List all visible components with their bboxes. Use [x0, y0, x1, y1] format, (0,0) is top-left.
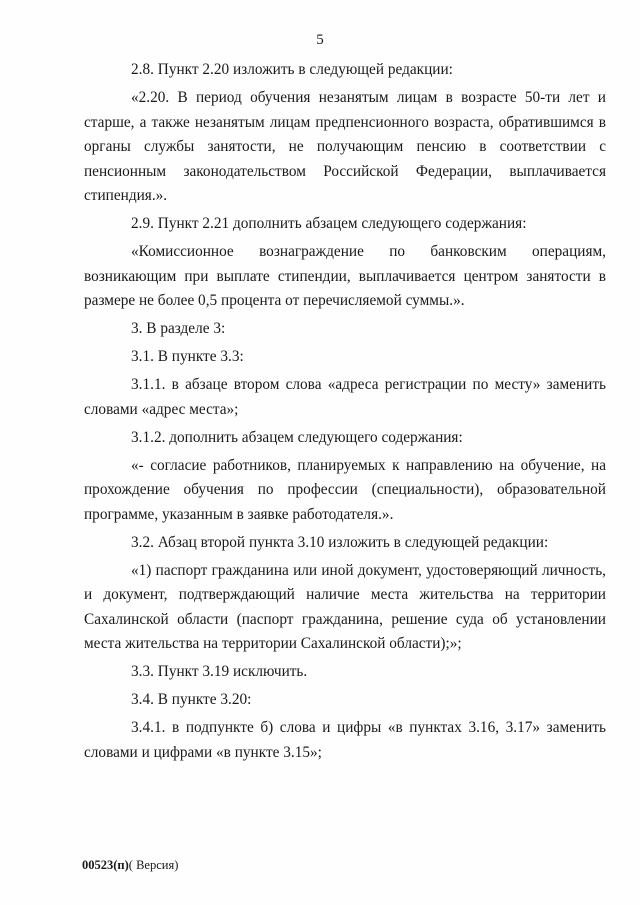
paragraph-3-3: 3.3. Пункт 3.19 исключить.	[131, 663, 308, 680]
paragraph-2-20-text: «2.20. В период обучения незанятым лицам в возрасте 50-ти лет и старше, а также незанятым лицам предпенсионного возраста, обратившимся в органы службы занятости, не получающим пенсию в соответствии с пенсионным законодательством Российской Федерации, выплачивается стипендия.».	[84, 89, 606, 204]
paragraph-2-9: 2.9. Пункт 2.21 дополнить абзацем следующего содержания:	[131, 215, 527, 232]
paragraph-2-8: 2.8. Пункт 2.20 изложить в следующей редакции:	[131, 61, 453, 78]
paragraph-consent-text: «- согласие работников, планируемых к направлению на обучение, на прохождение обучения по профессии (специальности), образовательной программе, указанным в заявке работодателя.».	[84, 456, 606, 523]
paragraph-3-2: 3.2. Абзац второй пункта 3.10 изложить в следующей редакции:	[131, 533, 549, 551]
paragraph-3-1-1: 3.1.1. в абзаце втором слова «адреса регистрации по месту» заменить словами «адрес места»;	[84, 376, 606, 418]
paragraph-section-3: 3. В разделе 3:	[131, 320, 226, 337]
footer-version: ( Версия)	[128, 858, 179, 872]
paragraph-3-1-2: 3.1.2. дополнить абзацем следующего содержания:	[131, 428, 463, 446]
paragraph-3-1: 3.1. В пункте 3.3:	[131, 348, 244, 365]
document-footer	[82, 858, 178, 873]
paragraph-passport-text: «1) паспорт гражданина или иной документ, удостоверяющий личность, и документ, подтверждающий наличие места жительства на территории Сахалинской области (паспорт гражданина, решение суда об установлении места жительства на территории Сахалинской области);»;	[84, 561, 606, 652]
page-number: 5	[316, 32, 324, 48]
paragraph-commission-text: «Комиссионное вознаграждение по банковским операциям, возникающим при выплате стипендии, выплачивается центром занятости в размере не более 0,5 процента от перечисляемой суммы.».	[84, 243, 606, 309]
document-body	[84, 58, 606, 769]
footer-document-code: 00523(п)	[82, 858, 129, 872]
paragraph-3-4-1: 3.4.1. в подпункте б) слова и цифры «в пунктах 3.16, 3.17» заменить словами и цифрами «в пункте 3.15»;	[84, 719, 606, 761]
paragraph-3-4: 3.4. В пункте 3.20:	[131, 691, 252, 708]
